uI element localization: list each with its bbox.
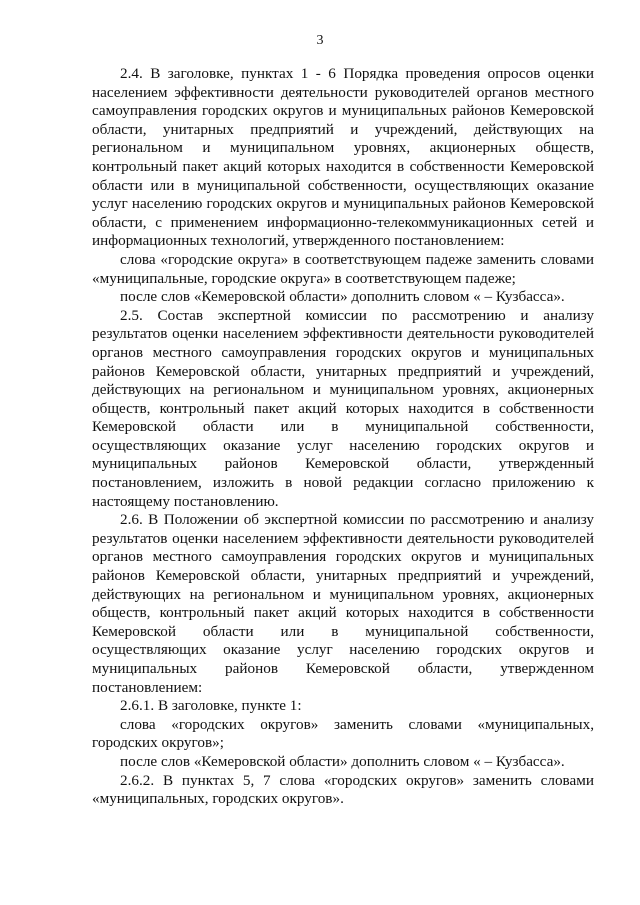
paragraph-2-5: 2.5. Состав экспертной комиссии по рассмотрению и анализу результатов оценки населением эффективности деятельности руководителей органов местного самоуправления городских округов и муниципальных районов Кемеровской области, унитарных предприятий и учреждений, действующих на региональном и муниципальном уровнях, акционерных обществ, контрольный пакет акций которых находится в собственности Кемеровской области или в муниципальной собственности, осуществляющих оказание услуг населению городских округов и муниципальных районов Кемеровской области, утвержденный постановлением, изложить в новой редакции согласно приложению к настоящему постановлению. xyxy=(92,306,594,510)
paragraph-2-6-2: 2.6.2. В пунктах 5, 7 слова «городских округов» заменить словами «муниципальных, городских округов». xyxy=(92,771,594,808)
paragraph-2-6-1-replace-words: слова «городских округов» заменить словами «муниципальных, городских округов»; xyxy=(92,715,594,752)
page-number: 3 xyxy=(316,33,324,48)
paragraph-2-4: 2.4. В заголовке, пунктах 1 - 6 Порядка проведения опросов оценки населением эффективности деятельности руководителей органов местного самоуправления городских округов и муниципальных районов Кемеровской области, унитарных предприятий и учреждений, действующих на региональном и муниципальном уровнях, акционерных обществ, контрольный пакет акций которых находится в собственности Кемеровской области или в муниципальной собственности, осуществляющих оказание услуг населению городских округов и муниципальных районов Кемеровской области, с применением информационно-телекоммуникационных сетей и информационных технологий, утвержденного постановлением: xyxy=(92,65,594,250)
paragraph-2-4-append-word: после слов «Кемеровской области» дополнить словом « – Кузбасса». xyxy=(120,288,565,306)
document-body xyxy=(92,65,594,809)
paragraph-2-6-1: 2.6.1. В заголовке, пункте 1: xyxy=(120,697,302,715)
paragraph-2-6-1-append-word: после слов «Кемеровской области» дополнить словом « – Кузбасса». xyxy=(120,752,565,770)
paragraph-2-6: 2.6. В Положении об экспертной комиссии по рассмотрению и анализу результатов оценки населением эффективности деятельности руководителей органов местного самоуправления городских округов и муниципальных районов Кемеровской области, унитарных предприятий и учреждений, действующих на региональном и муниципальном уровнях, акционерных обществ, контрольный пакет акций которых находится в собственности Кемеровской области или в муниципальной собственности, осуществляющих оказание услуг населению городских округов и муниципальных районов Кемеровской области, утвержденном постановлением: xyxy=(92,511,594,696)
paragraph-2-4-replace-words: слова «городские округа» в соответствующем падеже заменить словами «муниципальные, городские округа» в соответствующем падеже; xyxy=(92,250,594,287)
